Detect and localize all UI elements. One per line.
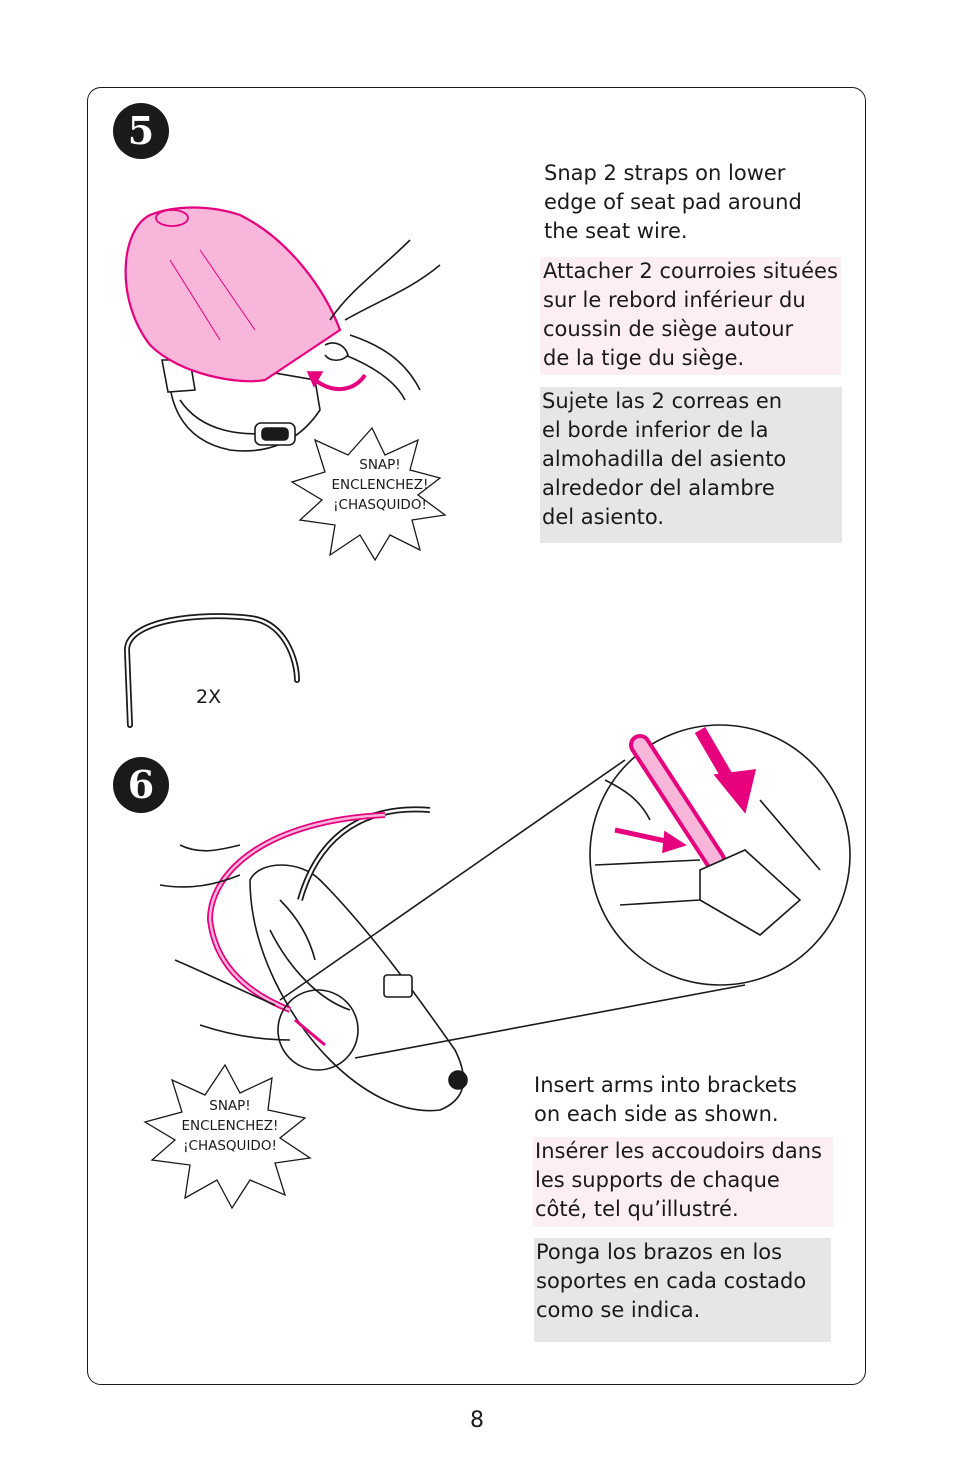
step-6-badge: 6 — [113, 757, 169, 813]
snap-label-5: SNAP! ENCLENCHEZ! ¡CHASQUIDO! — [331, 457, 429, 513]
seat-pad-illustration — [126, 208, 440, 451]
step-5-badge: 5 — [113, 103, 169, 159]
step-6-text-fr: Insérer les accoudoirs dans les supports de chaque côté, tel qu’illustré. — [533, 1137, 833, 1227]
snap-label-6: SNAP! ENCLENCHEZ! ¡CHASQUIDO! — [181, 1098, 279, 1154]
step-5-text-fr: Attacher 2 courroies situées sur le rebord inférieur du coussin de siège autour de la tige du siège. — [540, 257, 841, 375]
part-quantity: 2X — [196, 686, 222, 708]
step-5-text-en: Snap 2 straps on lower edge of seat pad around the seat wire. — [544, 161, 802, 243]
step-6-text-es: Ponga los brazos en los soportes en cada costado como se indica. — [534, 1238, 831, 1342]
page-number: 8 — [470, 1408, 484, 1433]
arm-wire-part — [127, 616, 297, 725]
arm-insertion-illustration — [160, 725, 850, 1111]
step-6-text-en: Insert arms into brackets on each side as shown. — [534, 1073, 797, 1126]
step-5-text-es: Sujete las 2 correas en el borde inferior de la almohadilla del asiento alrededor del alambre del asiento. — [540, 387, 842, 543]
